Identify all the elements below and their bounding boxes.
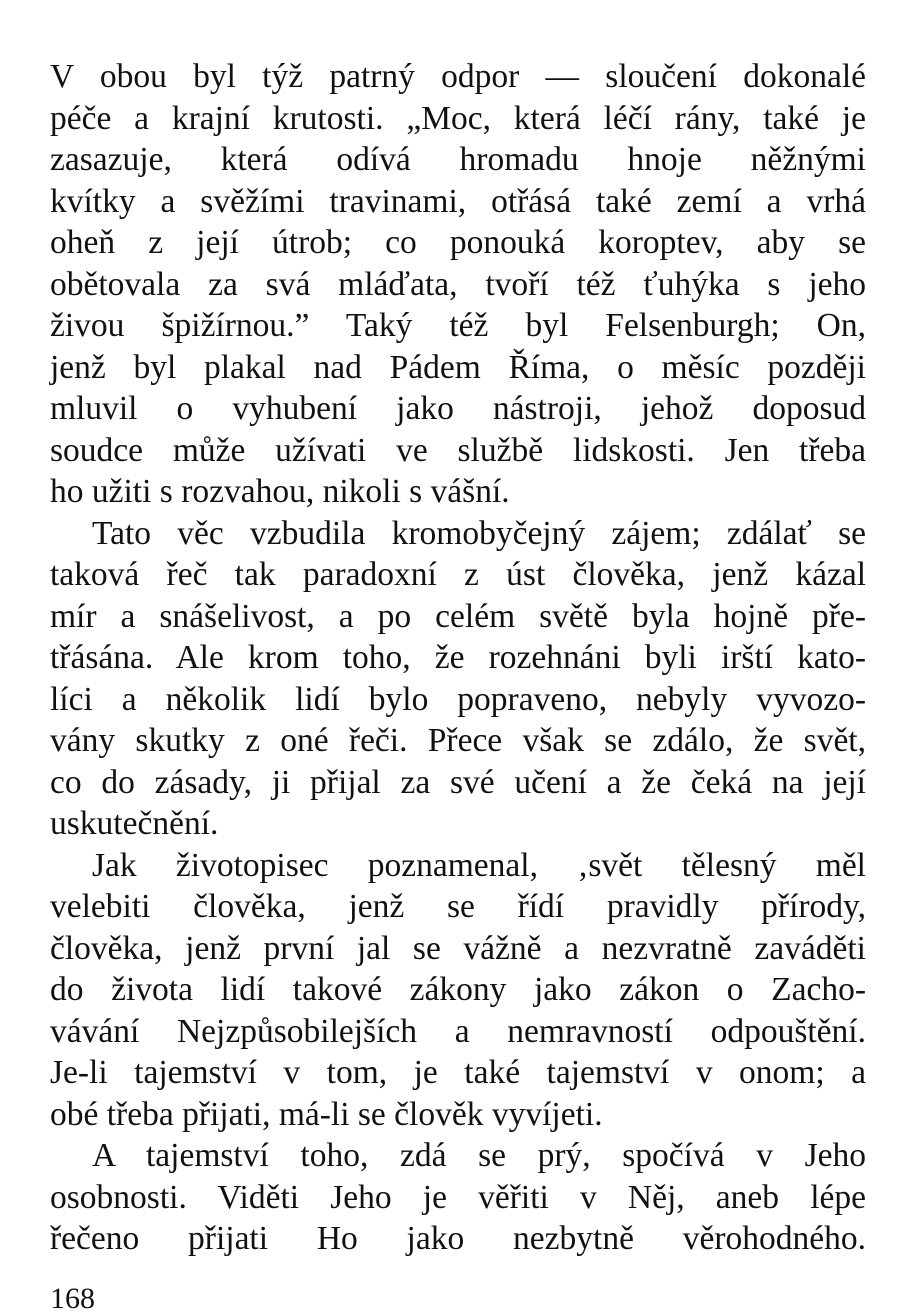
text-line: A tajemství toho, zdá se prý, spočívá v Jeho <box>92 1137 866 1174</box>
text-line: uskutečnění. <box>50 805 219 842</box>
text-line: člověka, jenž první jal se vážně a nezvratně zaváděti <box>50 929 866 967</box>
text-line: zasazuje, která odívá hromadu hnoje něžnými <box>50 141 866 178</box>
text-line: V obou byl týž patrný odpor — sloučení dokonalé <box>50 58 866 95</box>
text-line: obé třeba přijati, má-li se člověk vyvíjeti. <box>50 1095 603 1133</box>
text-line: do života lidí takové zákony jako zákon o Zacho- <box>50 971 866 1008</box>
text-line: Tato věc vzbudila kromobyčejný zájem; zdálať se <box>92 514 866 552</box>
text-line: živou špižírnou.” Taký též byl Felsenburgh; On, <box>50 307 866 344</box>
text-line: třásána. Ale krom toho, že rozehnáni byli irští kato- <box>50 639 866 676</box>
text-line: soudce může užívati ve službě lidskosti. Jen třeba <box>50 431 866 469</box>
paragraph-4 <box>50 1135 866 1260</box>
text-line: líci a několik lidí bylo popraveno, nebyly vyvozo- <box>50 680 866 718</box>
page-number: 168 <box>50 1282 95 1315</box>
text-line: péče a krajní krutosti. „Moc, která léčí rány, také je <box>50 99 866 137</box>
text-line: osobnosti. Viděti Jeho je věřiti v Něj, aneb lépe <box>50 1178 866 1216</box>
text-line: Je-li tajemství v tom, je také tajemství v onom; a <box>50 1054 866 1091</box>
paragraph-1 <box>50 56 866 513</box>
text-line: mluvil o vyhubení jako nástroji, jehož doposud <box>50 390 866 427</box>
text-line: kvítky a svěžími travinami, otřásá také zemí a vrhá <box>50 182 866 220</box>
text-line: Jak životopisec poznamenal, ‚svět tělesný měl <box>92 846 866 884</box>
text-line: velebiti člověka, jenž se řídí pravidly přírody, <box>50 888 866 925</box>
text-line: ho užiti s rozvahou, nikoli s vášní. <box>50 473 510 510</box>
text-line: řečeno přijati Ho jako nezbytně věrohodného. <box>50 1220 866 1257</box>
text-line: taková řeč tak paradoxní z úst člověka, jenž kázal <box>50 556 866 593</box>
paragraph-3 <box>50 845 866 1136</box>
text-line: vávání Nejzpůsobilejších a nemravností odpouštění. <box>50 1012 866 1050</box>
text-line: co do zásady, ji přijal za své učení a že čeká na její <box>50 763 866 801</box>
text-line: obětovala za svá mláďata, tvoří též ťuhýka s jeho <box>50 265 866 303</box>
text-line: vány skutky z oné řeči. Přece však se zdálo, že svět, <box>50 722 866 759</box>
text-line: oheň z její útrob; co ponouká koroptev, aby se <box>50 224 866 261</box>
paragraph-2 <box>50 513 866 845</box>
text-line: mír a snášelivost, a po celém světě byla hojně pře- <box>50 597 866 635</box>
text-line: jenž byl plakal nad Pádem Říma, o měsíc později <box>50 348 866 386</box>
book-page <box>50 56 866 1260</box>
